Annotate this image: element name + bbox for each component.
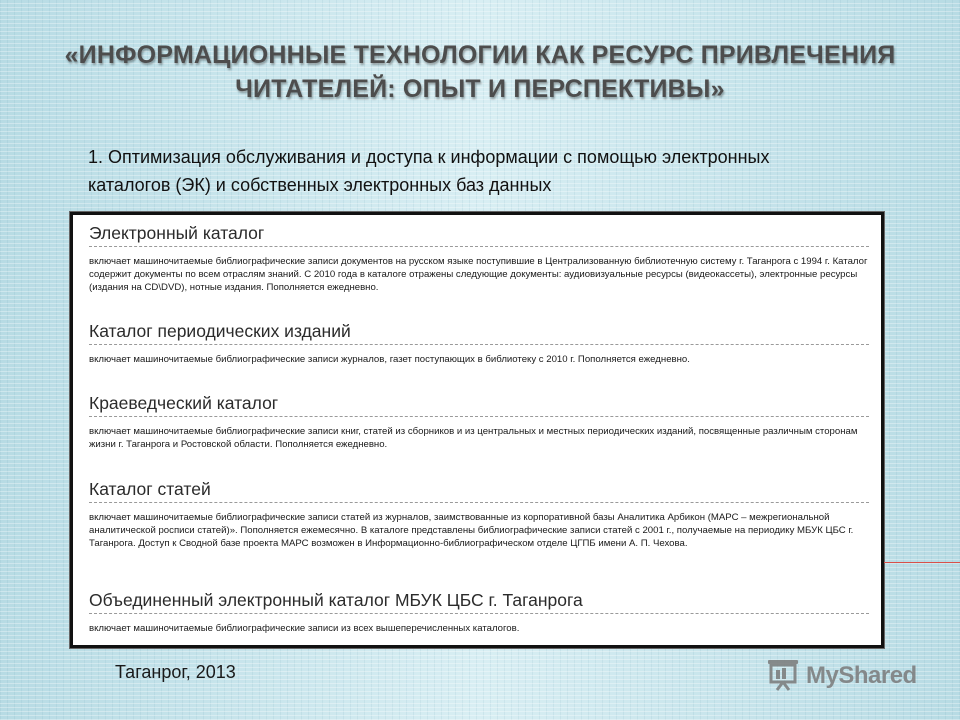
catalog-title[interactable]: Краеведческий каталог	[89, 392, 869, 417]
accent-line	[884, 562, 960, 563]
catalog-entry-electronic	[89, 222, 869, 294]
catalog-title[interactable]: Электронный каталог	[89, 222, 869, 247]
catalog-entry-local-history	[89, 392, 869, 451]
catalog-entry-articles	[89, 478, 869, 550]
catalog-description: включает машиночитаемые библиографические записи статей из журналов, заимствованные из корпоративной базы Аналитика Арбикон (МАРС – межрегиональной аналитической росписи статей)». Пополняется ежемесячно. В каталоге представлены библиографические записи статей с 2001 г., получаемые на периодику МБУК ЦБС г. Таганрога. Доступ к Сводной базе проекта МАРС возможен в Информационно-библиографическом отделе ЦГПБ имени А. П. Чехова.	[89, 512, 854, 549]
catalog-description: включает машиночитаемые библиографические записи журналов, газет поступающих в библиотеку с 2010 г. Пополняется ежедневно.	[89, 354, 690, 365]
footer-location-year: Таганрог, 2013	[115, 662, 236, 682]
catalog-title[interactable]: Каталог периодических изданий	[89, 320, 869, 345]
catalog-entry-united	[89, 589, 869, 635]
section-heading: 1. Оптимизация обслуживания и доступа к информации с помощью электронных каталогов (ЭК) и собственных электронных баз данных	[88, 147, 770, 195]
catalog-list-screenshot	[70, 212, 884, 648]
presentation-board-icon	[766, 657, 800, 696]
catalog-description: включает машиночитаемые библиографические записи документов на русском языке поступившие в Централизованную библиотечную систему г. Таганрога с 1994 г. Каталог содержит документы по всем отраслям знаний. С 2010 года в каталоге отражены следующие документы: аудиовизуальные ресурсы (видеокассеты), электронные ресурсы (издания на CD\DVD), нотные издания. Пополняется ежедневно.	[89, 256, 868, 293]
catalog-description: включает машиночитаемые библиографические записи книг, статей из сборников и из центральных и местных периодических изданий, посвященные различным сторонам жизни г. Таганрога и Ростовской области. Пополняется ежедневно.	[89, 426, 858, 450]
watermark	[766, 656, 917, 696]
catalog-title[interactable]: Каталог статей	[89, 478, 869, 503]
catalog-entry-periodicals	[89, 320, 869, 366]
catalog-title[interactable]: Объединенный электронный каталог МБУК ЦБС г. Таганрога	[89, 589, 869, 614]
slide-title: «ИНФОРМАЦИОННЫЕ ТЕХНОЛОГИИ КАК РЕСУРС ПРИВЛЕЧЕНИЯ ЧИТАТЕЛЕЙ: ОПЫТ И ПЕРСПЕКТИВЫ»	[64, 41, 896, 103]
watermark-text: MyShared	[806, 662, 917, 689]
catalog-description: включает машиночитаемые библиографические записи из всех вышеперечисленных каталогов.	[89, 623, 520, 634]
